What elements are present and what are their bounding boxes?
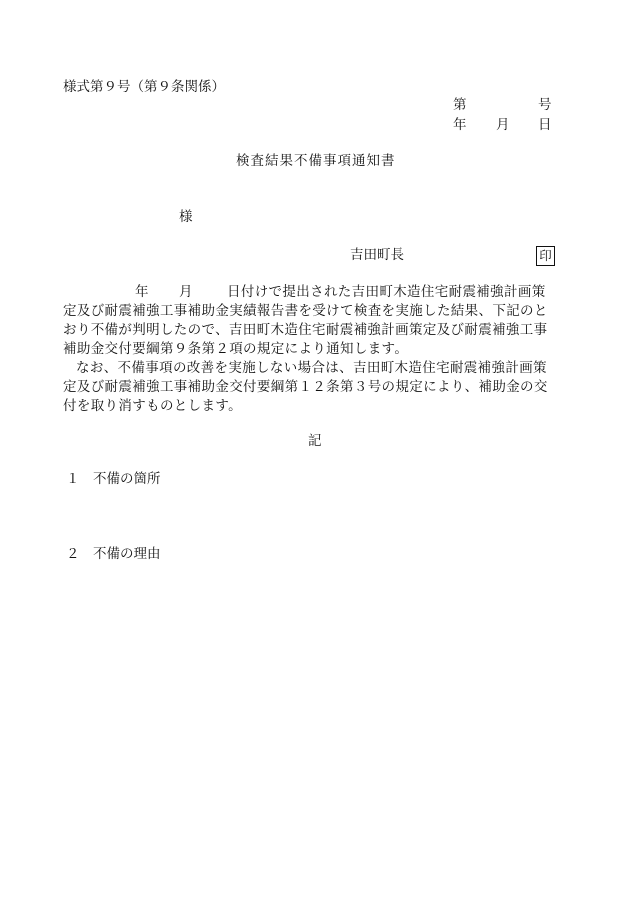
issue-date-day-label: 日: [538, 117, 552, 133]
notes-heading: 記: [308, 433, 322, 449]
body-paragraph-1-line-4: 補助金交付要綱第９条第２項の規定により通知します。: [63, 341, 409, 357]
form-number-label: 様式第９号（第９条関係）: [63, 79, 225, 95]
item-label-defect-location: 不備の箇所: [93, 471, 161, 487]
item-number: １: [66, 471, 80, 487]
body-date-month-label: 月: [179, 284, 193, 300]
item-label-defect-reason: 不備の理由: [93, 546, 161, 562]
body-paragraph-1-line-2: 定及び耐震補強工事補助金実績報告書を受けて検査を実施した結果、下記のと: [63, 303, 548, 319]
issue-date-month-label: 月: [496, 117, 510, 133]
body-paragraph-2-line-1: なお、不備事項の改善を実施しない場合は、吉田町木造住宅耐震補強計画策: [76, 360, 547, 376]
document-number-prefix: 第: [453, 97, 467, 113]
body-paragraph-2-line-2: 定及び耐震補強工事補助金交付要綱第１２条第３号の規定により、補助金の交: [63, 379, 548, 395]
addressee-honorific: 様: [179, 209, 193, 225]
body-paragraph-1-line-1: 日付けで提出された吉田町木造住宅耐震補強計画策: [227, 284, 546, 300]
issue-date-year-label: 年: [453, 117, 467, 133]
document-number-suffix: 号: [538, 97, 552, 113]
body-date-year-label: 年: [135, 284, 149, 300]
body-paragraph-1-line-3: おり不備が判明したので、吉田町木造住宅耐震補強計画策定及び耐震補強工事: [63, 322, 548, 338]
body-paragraph-2-line-3: 付を取り消すものとします。: [63, 398, 242, 414]
seal-mark: 印: [536, 246, 555, 266]
document-title: 検査結果不備事項通知書: [236, 153, 396, 169]
issuer-name: 吉田町長: [350, 247, 404, 263]
item-number: ２: [66, 546, 80, 562]
